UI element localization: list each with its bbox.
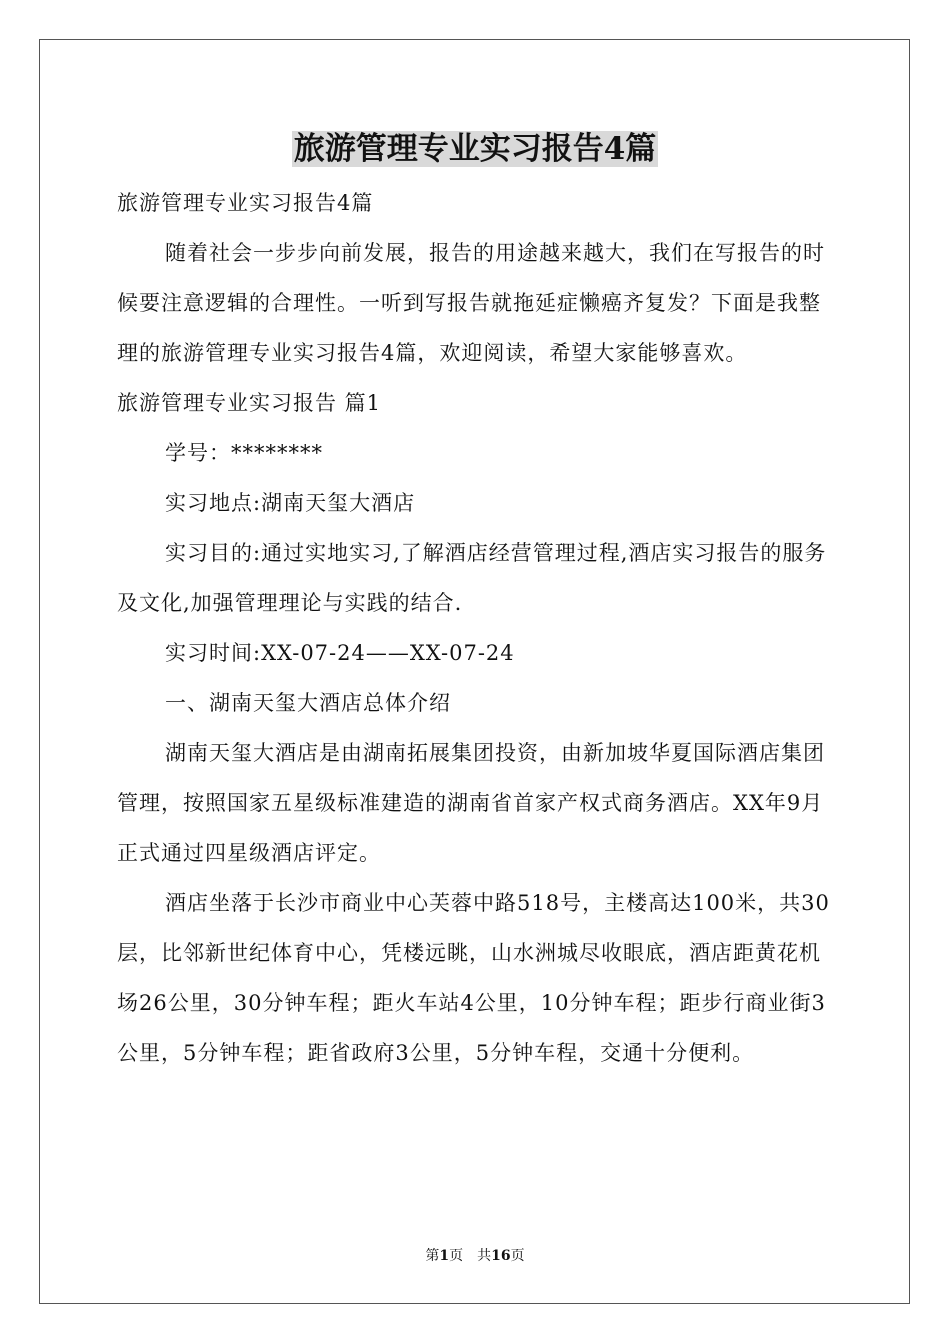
section-heading: 旅游管理专业实习报告 篇1 — [117, 391, 382, 415]
paragraph: 学号：******** — [165, 441, 323, 465]
paragraph: 实习地点:湖南天玺大酒店 — [165, 491, 416, 515]
paragraph: 实习时间:XX-07-24——XX-07-24 — [165, 641, 515, 665]
page-current-number: 1 — [439, 1248, 450, 1264]
document-title-text: 旅游管理专业实习报告4篇 — [293, 131, 657, 167]
paragraph: 湖南天玺大酒店是由湖南拓展集团投资，由新加坡华夏国际酒店集团管理，按照国家五星级标准建造的湖南省首家产权式商务酒店。XX年9月正式通过四星级酒店评定。 — [117, 741, 825, 865]
page-total-number: 16 — [491, 1248, 511, 1264]
paragraph: 实习目的:通过实地实习,了解酒店经营管理过程,酒店实习报告的服务及文化,加强管理理论与实践的结合. — [117, 541, 827, 615]
document-title — [0, 128, 950, 170]
paragraph: 酒店坐落于长沙市商业中心芙蓉中路518号，主楼高达100米，共30层，比邻新世纪体育中心，凭楼远眺，山水洲城尽收眼底，酒店距黄花机场26公里，30分钟车程；距火车站4公里，10分钟车程；距步行商业街3公里，5分钟车程；距省政府3公里，5分钟车程，交通十分便利。 — [117, 891, 830, 1065]
page-prefix: 第 — [425, 1248, 440, 1264]
paragraph: 随着社会一步步向前发展，报告的用途越来越大，我们在写报告的时候要注意逻辑的合理性。一听到写报告就拖延症懒癌齐复发？下面是我整理的旅游管理专业实习报告4篇，欢迎阅读，希望大家能够喜欢。 — [117, 241, 825, 365]
paragraph: 旅游管理专业实习报告4篇 — [117, 191, 374, 215]
section-heading: 一、湖南天玺大酒店总体介绍 — [165, 691, 451, 715]
page-footer — [0, 1247, 950, 1265]
page-mid-text: 页 共 — [449, 1248, 492, 1264]
document-body — [117, 178, 837, 1078]
page-suffix: 页 — [510, 1248, 525, 1264]
